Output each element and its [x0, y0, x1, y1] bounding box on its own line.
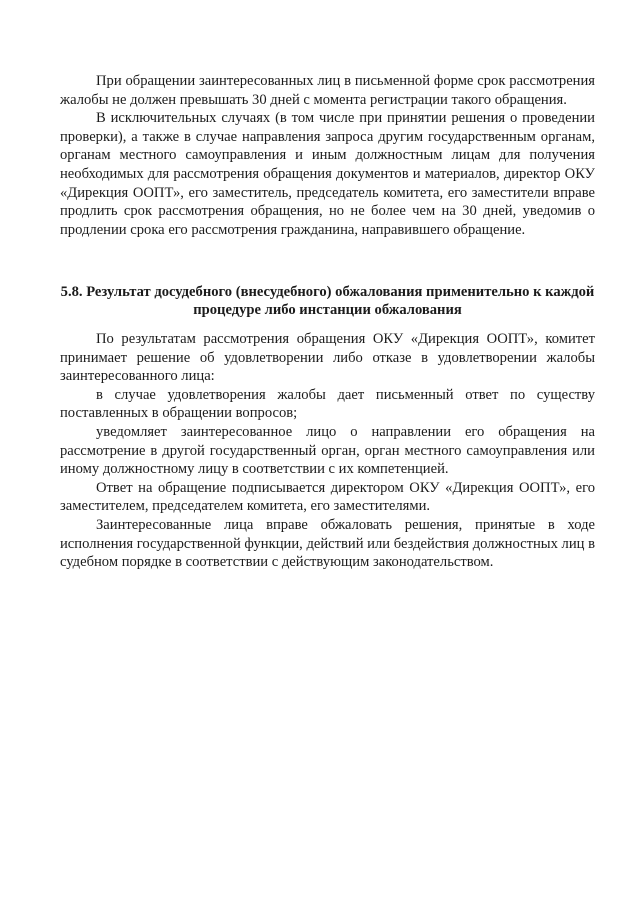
section-appeal-result	[60, 330, 595, 572]
paragraph: Заинтересованные лица вправе обжаловать решения, принятые в ходе исполнения государственной функции, действий или бездействия должностных лиц в судебном порядке в соответствии с действующим законодательством.	[60, 516, 595, 571]
paragraph: в случае удовлетворения жалобы дает письменный ответ по существу поставленных в обращении вопросов;	[60, 386, 595, 422]
section-complaint-term	[60, 72, 595, 239]
paragraph: В исключительных случаях (в том числе при принятии решения о проведении проверки), а также в случае направления запроса другим государственным органам, органам местного самоуправления и иным должностным лицам для получения необходимых для рассмотрения обращения документов и материалов, директор ОКУ «Дирекция ООПТ», его заместитель, председатель комитета, его заместители вправе продлить срок рассмотрения обращения, но не более чем на 30 дней, уведомив о продлении срока его рассмотрения гражданина, направившего обращение.	[60, 110, 595, 238]
paragraph: уведомляет заинтересованное лицо о направлении его обращения на рассмотрение в другой государственный орган, орган местного самоуправления или иному должностному лицу в соответствии с их компетенцией.	[60, 423, 595, 478]
paragraph: Ответ на обращение подписывается директором ОКУ «Дирекция ООПТ», его заместителем, председателем комитета, его заместителями.	[60, 479, 595, 515]
section-heading: 5.8. Результат досудебного (внесудебного) обжалования применительно к каждой процедуре либо инстанции обжалования	[60, 284, 595, 319]
paragraph: При обращении заинтересованных лиц в письменной форме срок рассмотрения жалобы не должен превышать 30 дней с момента регистрации такого обращения.	[60, 73, 595, 108]
paragraph: По результатам рассмотрения обращения ОКУ «Дирекция ООПТ», комитет принимает решение об удовлетворении либо отказе в удовлетворении жалобы заинтересованного лица:	[60, 331, 595, 385]
